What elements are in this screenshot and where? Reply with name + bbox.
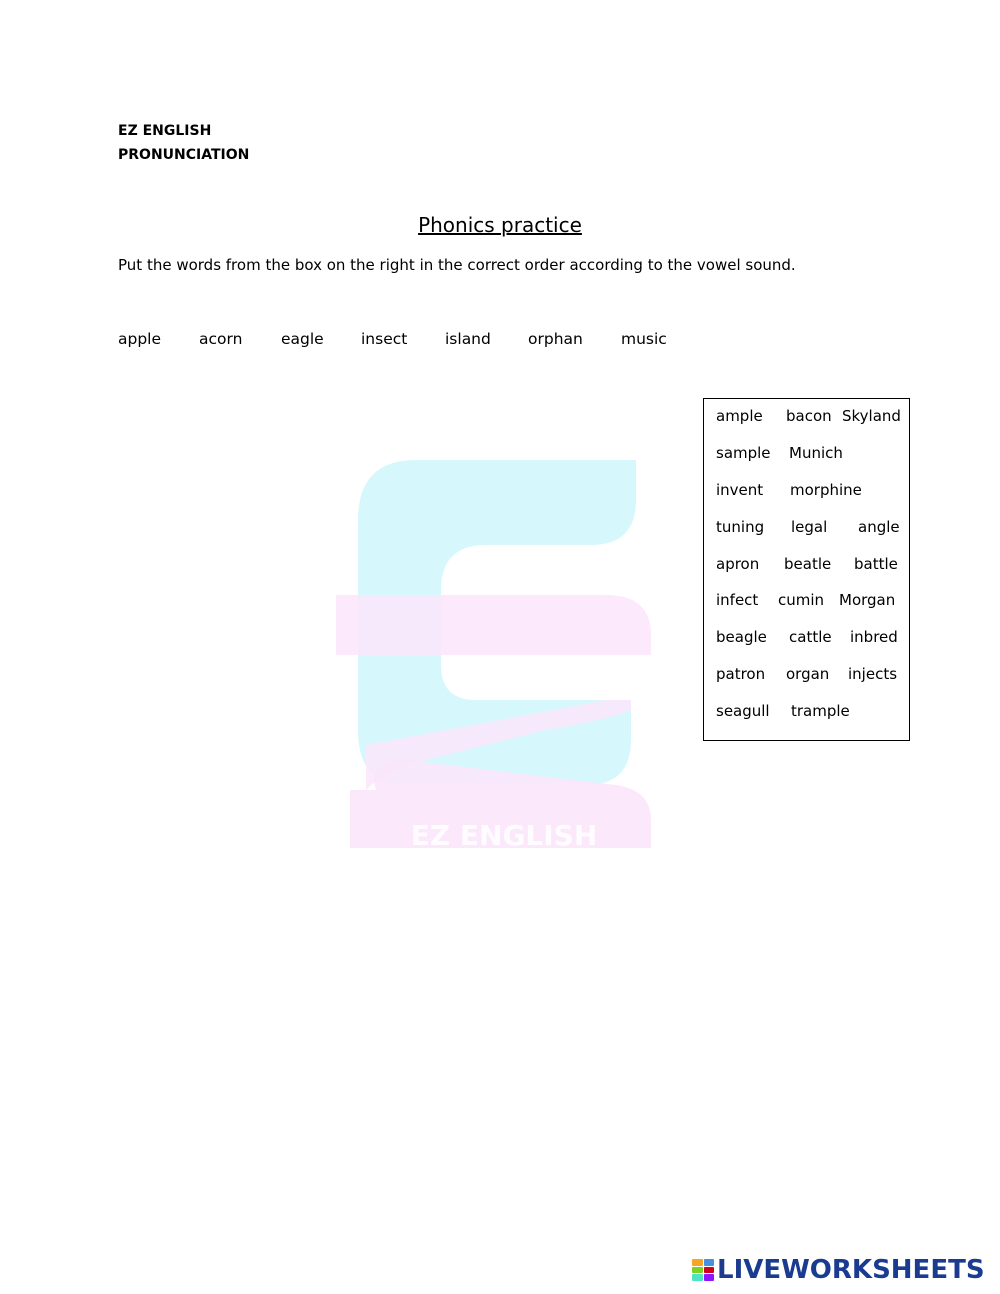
word-item: ample bbox=[716, 407, 763, 425]
word-item: angle bbox=[858, 518, 900, 536]
word-item: Skyland bbox=[842, 407, 901, 425]
word-item: cumin bbox=[778, 591, 825, 609]
word-box-row bbox=[716, 518, 901, 540]
page-title: Phonics practice bbox=[418, 213, 582, 237]
word-item: invent bbox=[716, 481, 764, 499]
word-item: battle bbox=[854, 555, 898, 573]
word-item: trample bbox=[791, 702, 850, 720]
word-box-row bbox=[716, 591, 901, 613]
word-box-row bbox=[716, 481, 901, 503]
word-box-row bbox=[716, 555, 901, 577]
head-word: eagle bbox=[281, 330, 324, 348]
watermark-text: EZ ENGLISH bbox=[410, 819, 598, 850]
head-word: island bbox=[445, 330, 491, 348]
liveworksheets-blocks-icon bbox=[692, 1259, 714, 1281]
word-box-row bbox=[716, 444, 901, 466]
ez-english-watermark-logo bbox=[336, 460, 656, 850]
word-box-row bbox=[716, 407, 901, 429]
word-item: bacon bbox=[786, 407, 832, 425]
word-box-row bbox=[716, 702, 901, 724]
word-item: beagle bbox=[716, 628, 767, 646]
instruction-text: Put the words from the box on the right in the correct order according to the vowel sound. bbox=[118, 256, 796, 274]
word-box bbox=[703, 398, 910, 741]
word-box-row bbox=[716, 665, 901, 687]
liveworksheets-logo-text: LIVEWORKSHEETS bbox=[717, 1255, 985, 1285]
word-item: legal bbox=[791, 518, 828, 536]
worksheet-header bbox=[118, 119, 249, 167]
header-subject: PRONUNCIATION bbox=[118, 147, 250, 163]
word-item: inbred bbox=[850, 628, 898, 646]
word-item: infect bbox=[716, 591, 759, 609]
header-brand: EZ ENGLISH bbox=[118, 123, 212, 139]
head-word: music bbox=[621, 330, 667, 348]
head-word: acorn bbox=[199, 330, 243, 348]
word-item: morphine bbox=[790, 481, 862, 499]
head-word: apple bbox=[118, 330, 162, 348]
word-item: cattle bbox=[789, 628, 832, 646]
word-box-row bbox=[716, 628, 901, 650]
word-item: Morgan bbox=[839, 591, 896, 609]
word-item: apron bbox=[716, 555, 760, 573]
word-item: organ bbox=[786, 665, 830, 683]
word-item: seagull bbox=[716, 702, 770, 720]
word-item: beatle bbox=[784, 555, 832, 573]
word-item: tuning bbox=[716, 518, 765, 536]
head-word: insect bbox=[361, 330, 408, 348]
liveworksheets-logo[interactable] bbox=[692, 1256, 985, 1284]
word-item: sample bbox=[716, 444, 771, 462]
head-word: orphan bbox=[528, 330, 583, 348]
word-item: Munich bbox=[789, 444, 843, 462]
word-item: patron bbox=[716, 665, 766, 683]
word-item: injects bbox=[848, 665, 898, 683]
